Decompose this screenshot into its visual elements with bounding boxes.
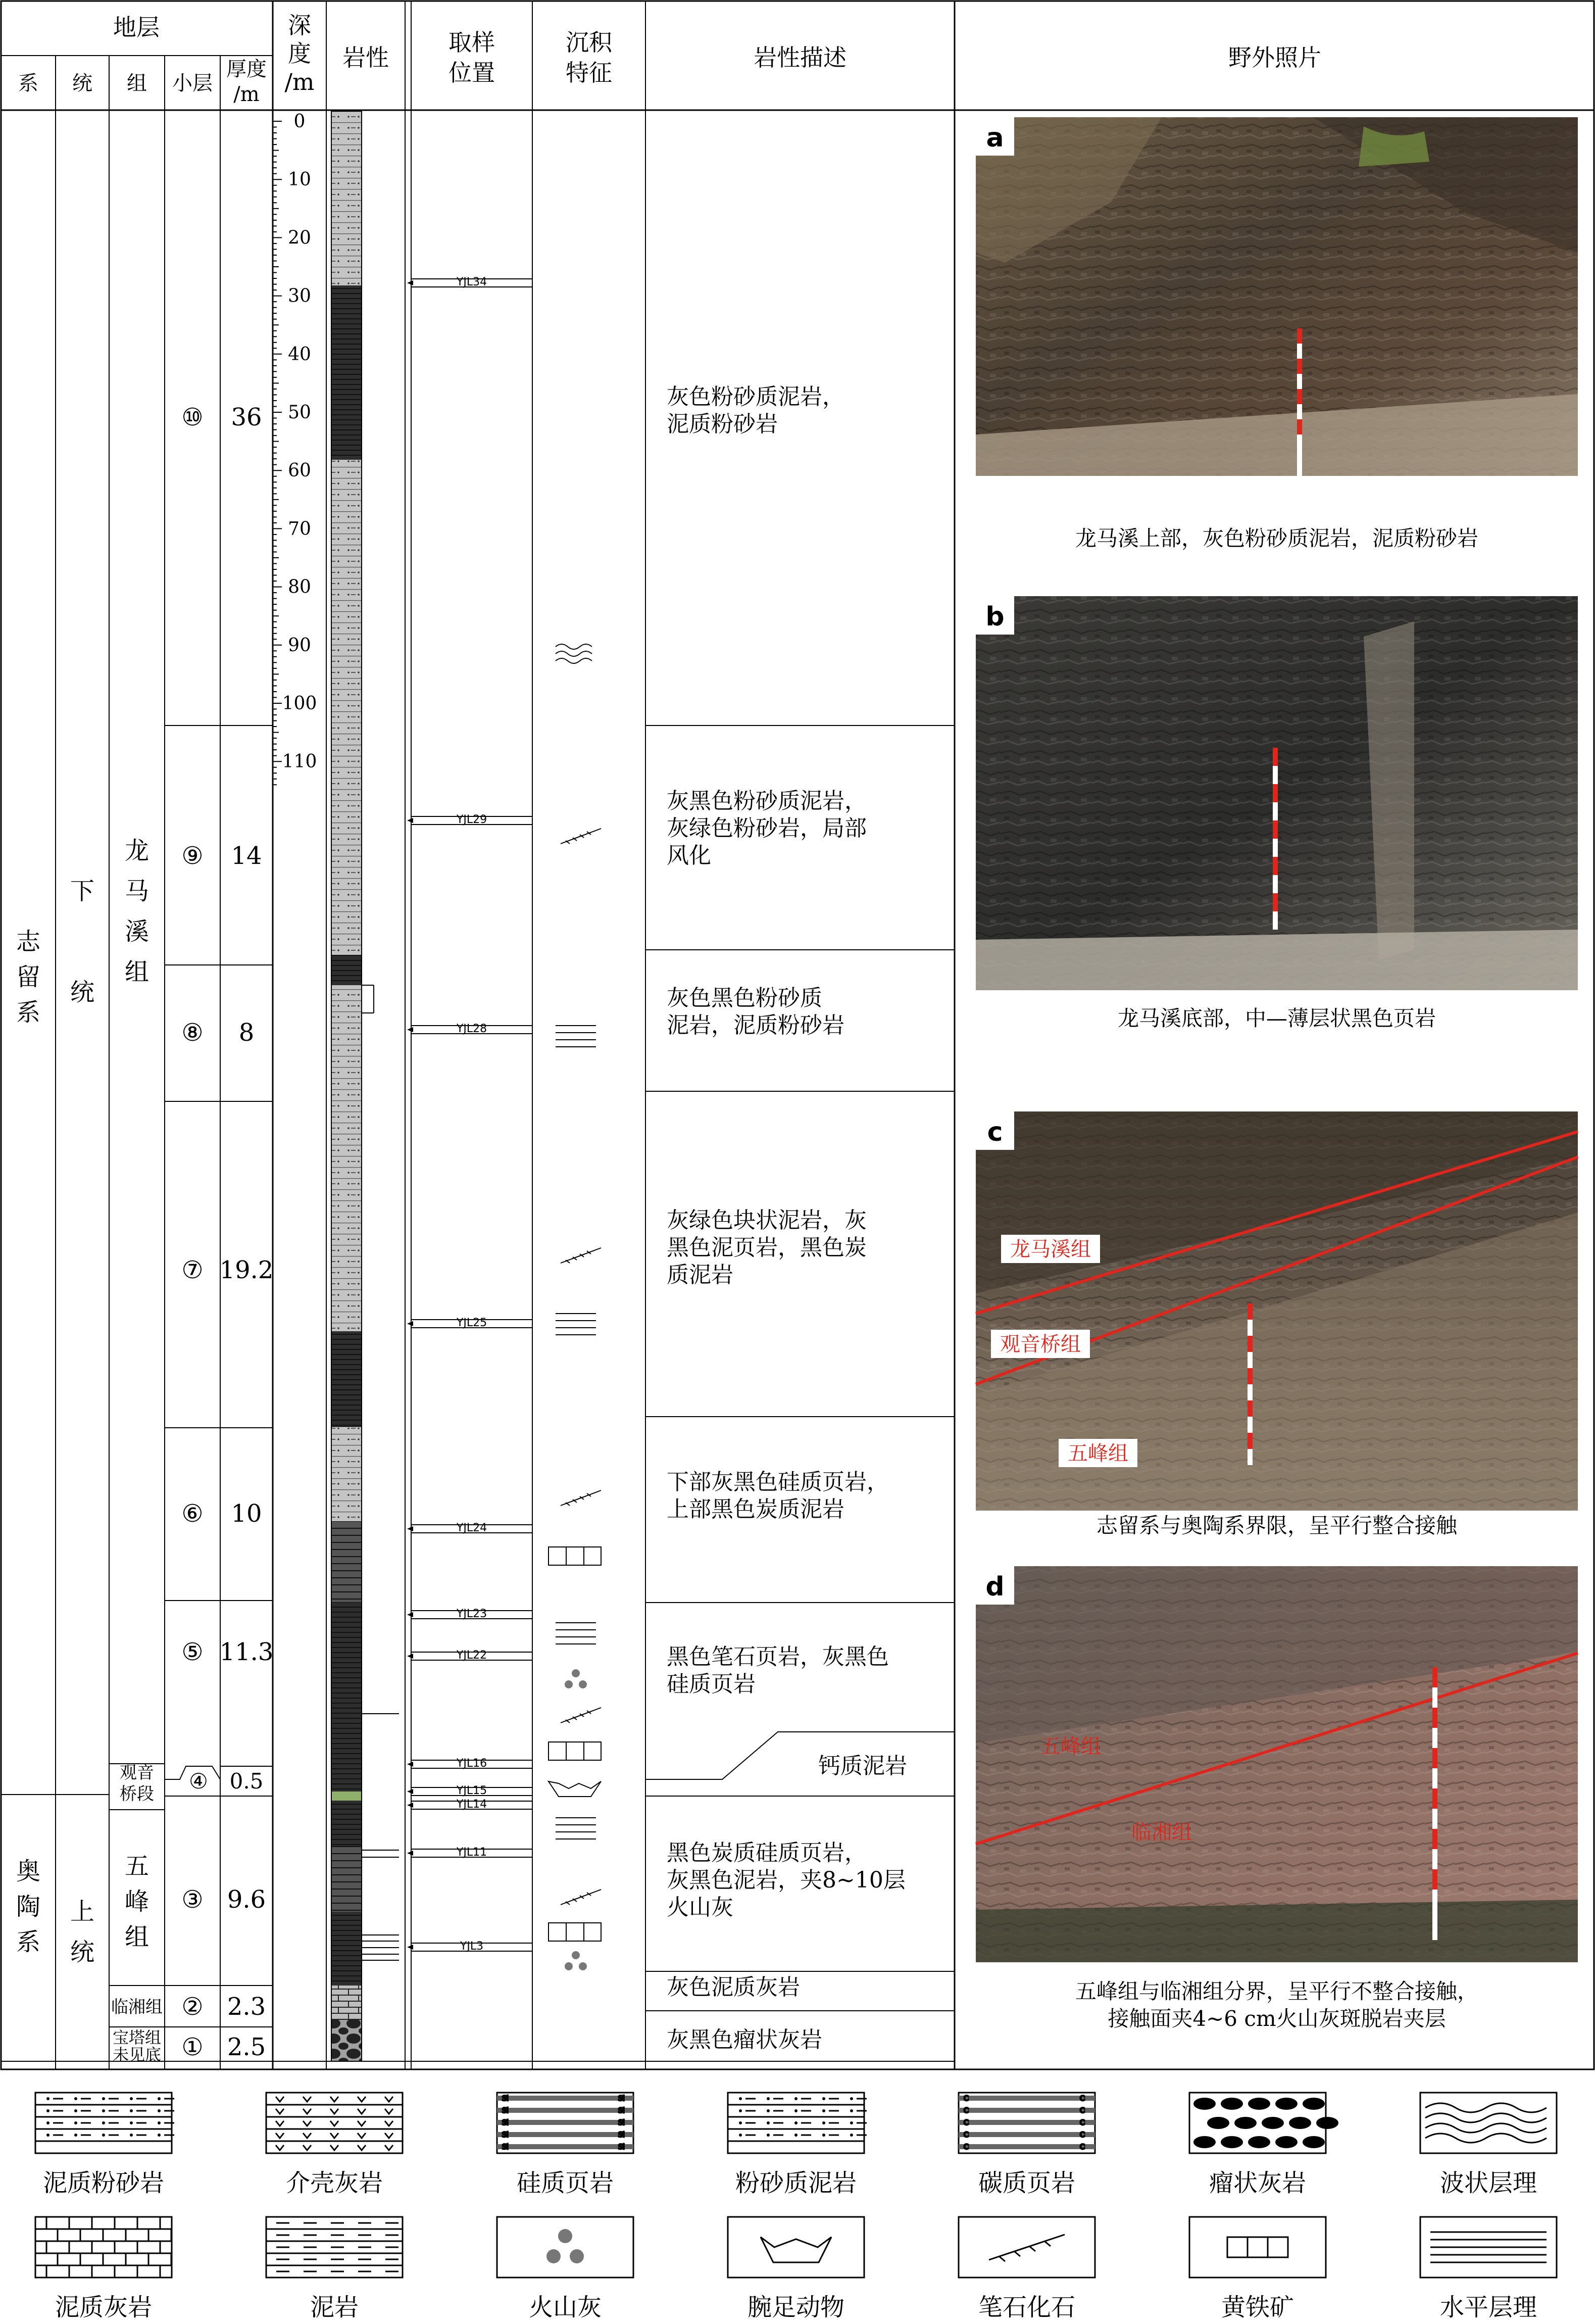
graptolite-icon: [561, 1708, 601, 1723]
silurian-2: 留: [16, 963, 41, 991]
sample-arrow-icon: [407, 1762, 413, 1767]
photo-b-letter: b: [985, 602, 1005, 632]
layer-rows: [165, 725, 273, 2027]
photo-a: [976, 117, 1578, 480]
legend-item: [266, 2093, 403, 2197]
pattern-glyph: C: [1080, 2095, 1085, 2103]
silurian-1: 志: [16, 928, 41, 956]
sample-label: YJL3: [460, 1940, 484, 1953]
legend-label: 腕足动物: [747, 2293, 845, 2321]
horizontal-bedding-icon: [556, 1314, 596, 1335]
header-sed-2: 特征: [566, 59, 612, 86]
description-line: 泥岩，泥质粉砂岩: [667, 1012, 844, 1038]
ordovician-3: 系: [16, 1928, 41, 1956]
description-line: 硅质页岩: [667, 1671, 756, 1697]
sample-arrow-icon: [407, 1321, 413, 1326]
layer-10: ⑩: [181, 403, 204, 431]
pyrite-icon: [549, 1923, 601, 1941]
wufeng-2: 峰: [124, 1887, 149, 1916]
depth-label: 20: [288, 227, 311, 249]
pattern-glyph: Si: [618, 2095, 625, 2103]
horizontal-bedding-icon: [556, 1818, 596, 1839]
header-depth-3: /m: [284, 68, 315, 95]
legend-label: 介壳灰岩: [285, 2169, 383, 2197]
thickness-10: 36: [231, 403, 262, 431]
thickness-6: 10: [231, 1499, 262, 1528]
graptolite-icon: [561, 1248, 601, 1263]
layer-4: ④: [189, 1769, 208, 1794]
layer-labels: [181, 403, 273, 2061]
legend-swatch: [35, 2217, 172, 2278]
pyrite-icon: [549, 1742, 601, 1760]
descriptions: [667, 384, 907, 2053]
sample-arrow-icon: [407, 1945, 413, 1950]
legend-label: 火山灰: [528, 2293, 602, 2321]
sample-label: YJL29: [456, 813, 487, 826]
header-sample-2: 位置: [448, 59, 495, 86]
horizontal-bedding-icon: [556, 1623, 596, 1644]
pattern-glyph: Si: [502, 2119, 509, 2127]
thickness-7: 19.2: [219, 1256, 274, 1284]
upper-series-2: 统: [70, 1938, 95, 1966]
pattern-glyph: C: [1080, 2143, 1085, 2151]
photo-b-caption: 龙马溪底部，中—薄层状黑色页岩: [1117, 1006, 1436, 1031]
description-line: 质泥岩: [667, 1262, 733, 1288]
description-line: 灰黑色泥岩，夹8~10层: [667, 1867, 906, 1893]
legend-label: 泥质灰岩: [55, 2293, 153, 2321]
layer-7: ⑦: [181, 1256, 204, 1284]
pattern-glyph: C: [964, 2119, 969, 2127]
photo-c-label-longmaxi: 龙马溪组: [1010, 1238, 1091, 1261]
depth-label: 110: [282, 751, 317, 772]
header-lith-desc: 岩性描述: [754, 44, 846, 71]
sedimentary-features: [549, 644, 601, 1970]
description-line: 风化: [667, 843, 711, 868]
baota-2: 未见底: [112, 2045, 162, 2064]
description-line: 下部灰黑色硅质页岩，: [667, 1469, 889, 1495]
thickness-1: 2.5: [227, 2033, 266, 2061]
sample-arrow-icon: [407, 1526, 413, 1531]
pattern-glyph: C: [1080, 2131, 1085, 2139]
legend-label: 泥质粉砂岩: [42, 2169, 165, 2197]
header-layer: 小层: [172, 72, 213, 95]
header-depth-1: 深: [288, 12, 311, 39]
layer-8: ⑧: [181, 1019, 204, 1047]
legend-item: [35, 2217, 172, 2321]
legend-item: [959, 2217, 1095, 2321]
sample-arrow-icon: [407, 818, 413, 823]
sample-arrow-icon: [407, 1851, 413, 1856]
layer-9: ⑨: [181, 842, 204, 870]
thickness-5: 11.3: [219, 1638, 274, 1666]
longmaxi-2: 马: [124, 877, 149, 905]
header-thickness-2: /m: [233, 83, 260, 106]
thickness-3: 9.6: [227, 1885, 266, 1914]
description-line: 灰色黑色粉砂质: [667, 985, 822, 1011]
photo-d-label-wufeng: 五峰组: [1040, 1735, 1101, 1758]
description-line: 钙质泥岩: [818, 1753, 907, 1779]
pattern-glyph: C: [964, 2107, 969, 2115]
depth-label: 10: [288, 169, 311, 190]
legend-swatch: [1189, 2217, 1326, 2278]
sample-label: YJL28: [456, 1023, 487, 1035]
photo-d: [976, 1566, 1578, 1962]
layer-1: ①: [181, 2033, 204, 2061]
legend-item: [728, 2217, 864, 2321]
lower-series-1: 下: [70, 877, 95, 905]
legend-swatch: [728, 2217, 864, 2278]
lower-series-2: 统: [70, 978, 95, 1006]
legend-label: 硅质页岩: [516, 2169, 614, 2197]
depth-label: 50: [288, 402, 311, 423]
legend-label: 黄铁矿: [1221, 2293, 1294, 2321]
legend-item: [1420, 2093, 1557, 2197]
photo-c-caption: 志留系与奥陶系界限，呈平行整合接触: [1096, 1513, 1458, 1538]
header-formation: 组: [127, 72, 147, 95]
legend-item: [266, 2217, 403, 2321]
depth-label: 80: [288, 576, 311, 598]
longmaxi-1: 龙: [124, 837, 149, 865]
photo-c-letter: c: [987, 1117, 1003, 1147]
depth-label: 60: [288, 460, 311, 481]
header-strata: 地层: [113, 14, 160, 41]
legend-item: [497, 2217, 633, 2321]
photo-a-letter: a: [986, 123, 1004, 153]
sample-arrow-icon: [407, 1612, 413, 1617]
brachiopod-icon: [549, 1781, 601, 1797]
description-line: 火山灰: [667, 1895, 733, 1920]
header-lithology: 岩性: [342, 44, 389, 71]
depth-label: 90: [288, 635, 311, 656]
legend-label: 笔石化石: [978, 2293, 1076, 2321]
lithology-column: [331, 111, 399, 2061]
description-line: 灰绿色块状泥岩，灰: [667, 1207, 867, 1233]
photo-c-label-guanyinqiao: 观音桥组: [1000, 1333, 1081, 1356]
pattern-glyph: Si: [618, 2119, 625, 2127]
depth-label: 0: [293, 111, 306, 132]
pattern-glyph: C: [964, 2143, 969, 2151]
photo-d-letter: d: [985, 1572, 1005, 1602]
description-line: 灰黑色瘤状灰岩: [667, 2027, 822, 2053]
sample-label: YJL24: [456, 1522, 487, 1534]
sample-arrow-icon: [407, 1803, 413, 1808]
ordovician-2: 陶: [16, 1893, 41, 1921]
header-sample-1: 取样: [448, 29, 495, 56]
sample-label: YJL15: [456, 1784, 487, 1797]
legend-swatch: [497, 2217, 633, 2278]
pattern-glyph: Si: [502, 2095, 509, 2103]
depth-label: 40: [288, 344, 311, 365]
table-header: [18, 12, 1321, 106]
thickness-4: 0.5: [229, 1769, 264, 1794]
sample-label: YJL23: [456, 1608, 487, 1620]
baota-1: 宝塔组: [112, 2028, 162, 2047]
upper-series-1: 上: [70, 1898, 95, 1926]
pyrite-icon: [549, 1547, 601, 1565]
pattern-glyph: Si: [502, 2107, 509, 2115]
legend-item: [1189, 2093, 1338, 2197]
thickness-8: 8: [238, 1019, 255, 1047]
sample-arrow-icon: [407, 1789, 413, 1794]
header-depth-2: 度: [288, 40, 311, 67]
graptolite-icon: [561, 829, 601, 844]
layer-2: ②: [181, 1993, 204, 2021]
ordovician-1: 奥: [16, 1857, 41, 1885]
linxiang: 临湘组: [111, 1997, 163, 2017]
sample-label: YJL22: [456, 1649, 487, 1662]
photo-c-label-wufeng: 五峰组: [1068, 1442, 1128, 1465]
pattern-glyph: C: [1080, 2107, 1085, 2115]
thickness-2: 2.3: [227, 1993, 266, 2021]
photo-b: [976, 596, 1578, 990]
legend-label: 波状层理: [1439, 2169, 1537, 2197]
header-photos: 野外照片: [1228, 44, 1321, 71]
legend-item: [959, 2093, 1095, 2197]
description-line: 灰色泥质灰岩: [667, 1974, 800, 2000]
header-thickness-1: 厚度: [226, 58, 267, 81]
silurian-3: 系: [16, 998, 41, 1027]
legend-label: 水平层理: [1439, 2293, 1537, 2321]
description-line: 灰黑色粉砂质泥岩，: [667, 788, 867, 814]
photo-a-caption: 龙马溪上部，灰色粉砂质泥岩，泥质粉砂岩: [1075, 526, 1479, 551]
wufeng-1: 五: [124, 1852, 149, 1880]
longmaxi-4: 组: [124, 958, 149, 986]
sample-label: YJL14: [456, 1798, 487, 1811]
thickness-9: 14: [231, 842, 262, 870]
pattern-glyph: C: [964, 2131, 969, 2139]
legend-pattern: [1193, 2098, 1338, 2148]
description-line: 黑色泥页岩，黑色炭: [667, 1235, 867, 1261]
description-line: 灰色粉砂质泥岩，: [667, 384, 844, 410]
pattern-glyph: Si: [502, 2143, 509, 2151]
depth-label: 30: [288, 285, 311, 307]
description-rows: [645, 725, 955, 2011]
legend-item: [1420, 2217, 1557, 2321]
legend-label: 瘤状灰岩: [1209, 2169, 1307, 2197]
graptolite-icon: [561, 1890, 601, 1905]
volcanic-ash-icon: [565, 1669, 587, 1688]
photo-d-caption-2: 接触面夹4~6 cm火山灰斑脱岩夹层: [1108, 2006, 1446, 2031]
volcanic-ash-icon: [565, 1951, 587, 1970]
description-line: 黑色笔石页岩，灰黑色: [667, 1644, 889, 1670]
description-line: 上部黑色炭质泥岩: [667, 1496, 844, 1522]
pattern-glyph: C: [964, 2095, 969, 2103]
layer-3: ③: [181, 1885, 204, 1914]
photo-d-label-linxiang: 临湘组: [1131, 1821, 1192, 1844]
legend-item: [728, 2093, 867, 2197]
legend-label: 泥岩: [310, 2293, 359, 2321]
wavy-bedding-icon: [556, 644, 592, 663]
longmaxi-3: 溪: [124, 917, 149, 946]
sample-arrow-icon: [407, 1027, 413, 1032]
guanyinqiao-1: 观音: [120, 1763, 154, 1783]
sample-arrow-icon: [407, 1654, 413, 1659]
depth-scale: [273, 110, 317, 2061]
formation-labels: [111, 837, 163, 2064]
pattern-glyph: Si: [502, 2131, 509, 2139]
legend-label: 粉砂质泥岩: [735, 2169, 857, 2197]
photo-d-caption-1: 五峰组与临湘组分界，呈平行不整合接触，: [1075, 1979, 1479, 2004]
pattern-glyph: C: [1080, 2119, 1085, 2127]
sample-label: YJL25: [456, 1317, 487, 1329]
legend-item: [497, 2093, 633, 2197]
wufeng-3: 组: [124, 1923, 149, 1951]
layer-5: ⑤: [181, 1638, 204, 1666]
horizontal-bedding-icon: [556, 1026, 596, 1047]
legend-item: [35, 2093, 174, 2197]
legend: [35, 2093, 1557, 2321]
legend-label: 碳质页岩: [978, 2169, 1076, 2197]
photo-c: [976, 1111, 1578, 1511]
pattern-glyph: Si: [618, 2131, 625, 2139]
sample-arrow-icon: [407, 280, 413, 285]
header-system: 系: [18, 72, 38, 95]
pattern-glyph: Si: [618, 2143, 625, 2151]
depth-label: 100: [282, 693, 317, 714]
header-sed-1: 沉积: [566, 29, 612, 56]
description-line: 灰绿色粉砂岩，局部: [667, 815, 867, 841]
legend-item: [1189, 2217, 1326, 2321]
layer-6: ⑥: [181, 1499, 204, 1528]
sample-markers: [407, 276, 532, 1953]
description-line: 泥质粉砂岩: [667, 411, 778, 437]
header-series: 统: [72, 72, 92, 95]
sample-label: YJL34: [456, 276, 487, 288]
description-line: 黑色炭质硅质页岩，: [667, 1840, 867, 1866]
graptolite-icon: [561, 1490, 601, 1506]
sample-label: YJL16: [456, 1757, 487, 1770]
depth-label: 70: [288, 518, 311, 540]
pattern-glyph: Si: [618, 2107, 625, 2115]
sample-label: YJL11: [456, 1846, 487, 1859]
guanyinqiao-2: 桥段: [120, 1784, 154, 1804]
